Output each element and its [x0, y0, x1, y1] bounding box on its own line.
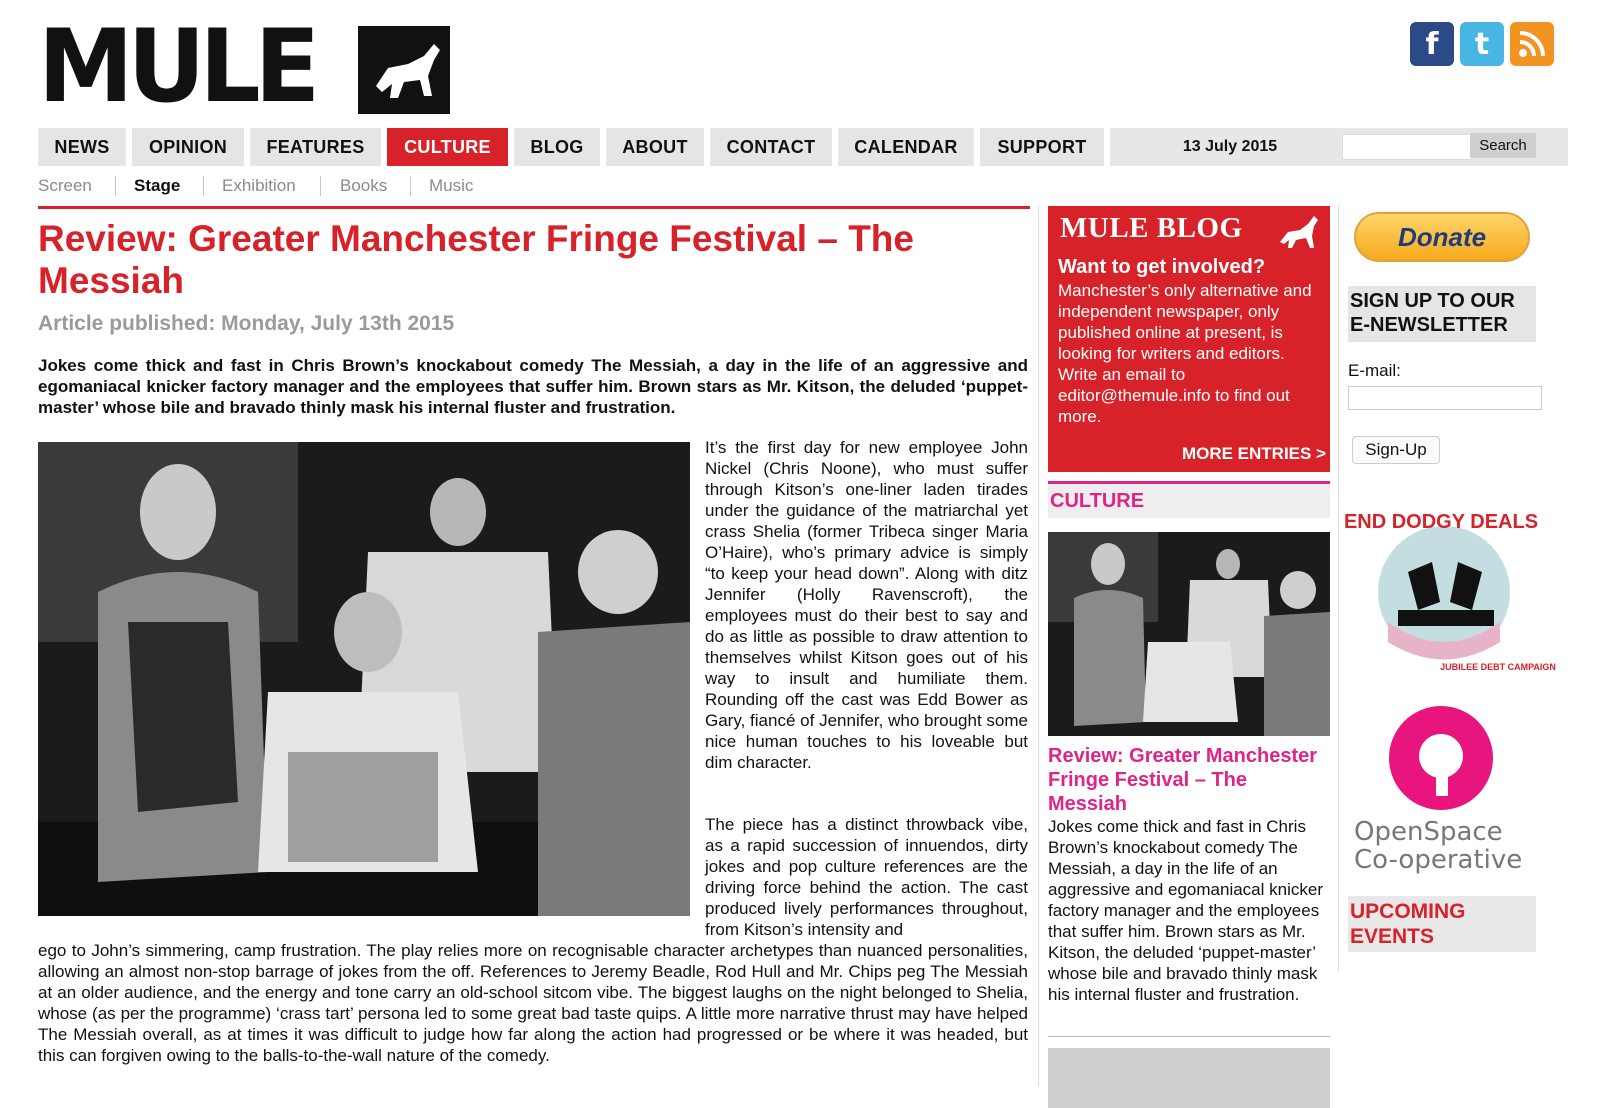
- newsletter-heading: SIGN UP TO OUR E-NEWSLETTER: [1348, 286, 1536, 342]
- signup-button[interactable]: Sign-Up: [1352, 436, 1440, 464]
- donate-button[interactable]: Donate: [1354, 212, 1530, 262]
- blog-question: Want to get involved?: [1058, 256, 1266, 278]
- column-divider: [1338, 206, 1339, 971]
- upcoming-events-heading[interactable]: UPCOMING EVENTS: [1348, 896, 1536, 952]
- logo-wordmark: MULE: [38, 7, 315, 126]
- culture-article-excerpt: Jokes come thick and fast in Chris Brown’s knockabout comedy The Messiah, a day in the life of an aggressive and egomaniacal knicker factory manager and the employees that suffer him. Brown stars as Mr. Kitson, the deluded ‘puppet-master’ whose bile and bravado thinly mask his internal fluster and frustration.: [1048, 817, 1323, 1004]
- subnav-stage[interactable]: Stage: [134, 176, 181, 195]
- dodgy-logo-title: END DODGY DEALS: [1343, 511, 1539, 533]
- article-title: Review: Greater Manchester Fringe Festival – The Messiah: [38, 218, 914, 301]
- mule-blog-box: [1048, 206, 1330, 472]
- divider: [1048, 1036, 1330, 1037]
- openspace-line2: Co-operative: [1354, 845, 1523, 875]
- site-logo[interactable]: [38, 7, 450, 126]
- openspace-logo[interactable]: [1348, 702, 1534, 882]
- nav-features[interactable]: FEATURES: [250, 128, 381, 166]
- nav-support[interactable]: SUPPORT: [980, 128, 1104, 166]
- nav-calendar[interactable]: CALENDAR: [838, 128, 974, 166]
- twitter-icon[interactable]: t: [1460, 22, 1504, 66]
- nav-about[interactable]: ABOUT: [606, 128, 704, 166]
- facebook-icon[interactable]: f: [1410, 22, 1454, 66]
- openspace-line1: OpenSpace: [1354, 817, 1503, 847]
- nav-news[interactable]: NEWS: [38, 128, 126, 166]
- mule-icon: [358, 26, 450, 114]
- column-divider: [1038, 206, 1039, 1086]
- subnav-books[interactable]: Books: [340, 176, 388, 195]
- search-input[interactable]: [1342, 134, 1472, 160]
- rss-icon[interactable]: [1510, 22, 1554, 66]
- email-field[interactable]: [1348, 386, 1542, 410]
- nav-opinion[interactable]: OPINION: [132, 128, 244, 166]
- article-photo: [38, 442, 690, 916]
- article-paragraph-2-cont: ego to John’s simmering, camp frustration. The play relies more on recognisable character archetypes than nuanced personalities, allowing an almost non-stop barrage of jokes from the off. References to Jeremy Beadle, Rod Hull and Mr. Chips peg The Messiah at an older audience, and the energy and tone carry an old-school sitcom vibe. The biggest laughs on the night belonged to Shelia, whose (as per the programme) ‘crass tart’ persona led to some great bad taste quips. A little more narrative thrust may have helped The Messiah overall, as at times it was difficult to judge how far along the action had progressed or be where it was headed, but this can forgiven owing to the balls-to-the-wall nature of the comedy.: [38, 941, 1028, 1065]
- culture-thumbnail[interactable]: [1048, 532, 1330, 736]
- end-dodgy-deals-logo[interactable]: [1343, 492, 1556, 682]
- article-paragraph-1: It’s the first day for new employee John Nickel (Chris Noone), who must suffer through Kitson’s one-liner laden tirades under the guidance of the matriarchal yet crass Shelia (former Tribeca singer Maria O’Haire), who’s primary advice is simply “to keep your head down”. Along with ditz Jennifer (Holly Ravenscroft), the employees must do their best to say and do as little as possible to draw attention to themselves whilst Kitson goes out of his way to insult and humiliate them. Rounding off the cast was Edd Bower as Gary, fiancé of Jennifer, who brought some nice human touches to his loveable but dim character.: [705, 438, 1028, 772]
- article-top-rule: [38, 206, 1030, 209]
- article-date: Article published: Monday, July 13th 2015: [38, 312, 455, 335]
- nav-culture[interactable]: CULTURE: [387, 128, 508, 166]
- subnav-screen[interactable]: Screen: [38, 176, 92, 195]
- article-lead: Jokes come thick and fast in Chris Brown’s knockabout comedy The Messiah, a day in the life of an aggressive and egomaniacal knicker factory manager and the employees that suffer him. Brown stars as Mr. Kitson, the deluded ‘puppet-master’ whose bile and bravado thinly mask his internal fluster and frustration.: [38, 356, 1028, 417]
- nav-contact[interactable]: CONTACT: [710, 128, 832, 166]
- mule-icon: [1276, 212, 1322, 252]
- culture-article-link[interactable]: Review: Greater Manchester Fringe Festival – The Messiah: [1048, 745, 1318, 815]
- article-paragraph-2-start: The piece has a distinct throwback vibe, as a rapid succession of innuendos, dirty jokes and pop culture references are the driving force behind the action. The cast produced lively performances throughout, from Kitson’s intensity and: [705, 815, 1028, 939]
- nav-blog[interactable]: BLOG: [514, 128, 600, 166]
- culture-section-label[interactable]: CULTURE: [1048, 484, 1330, 518]
- subnav-music[interactable]: Music: [429, 176, 474, 195]
- email-label: E-mail:: [1348, 361, 1401, 380]
- next-thumbnail[interactable]: [1048, 1048, 1330, 1108]
- more-entries-link[interactable]: MORE ENTRIES >: [1181, 444, 1326, 463]
- search-button[interactable]: Search: [1470, 133, 1536, 158]
- blog-title: MULE BLOG: [1060, 212, 1243, 244]
- dodgy-logo-subtitle: JUBILEE DEBT CAMPAIGN: [1440, 662, 1556, 672]
- subnav-exhibition[interactable]: Exhibition: [222, 176, 296, 195]
- blog-text: Manchester’s only alternative and independent newspaper, only published online at present, is looking for writers and editors. Write an email to editor@themule.info to find out more.: [1058, 281, 1312, 426]
- nav-date: 13 July 2015: [1182, 138, 1278, 155]
